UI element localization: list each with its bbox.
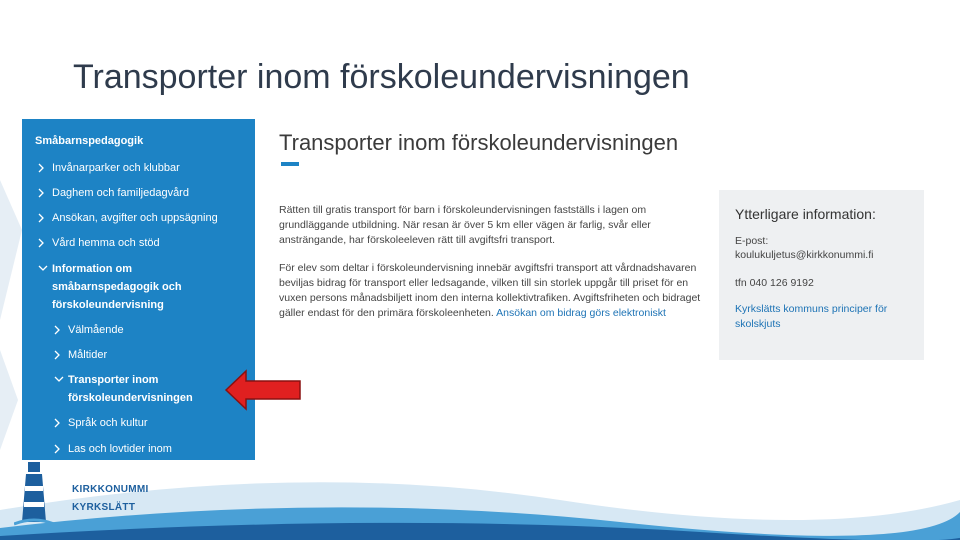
email-label: E-post:: [735, 235, 769, 247]
chevron-right-icon: [54, 321, 64, 335]
logo-line-1: KIRKKONUMMI: [72, 484, 149, 495]
slide-title: Transporter inom förskoleundervisningen: [73, 58, 690, 96]
chevron-right-icon: [38, 209, 48, 223]
sidebar-item-label: Måltider: [68, 349, 108, 361]
sidebar-item-ansokan[interactable]: [38, 209, 218, 227]
chevron-right-icon: [54, 346, 64, 360]
chevron-down-icon: [54, 371, 64, 383]
page-title: Transporter inom förskoleundervisningen: [279, 130, 679, 155]
sidebar-nav: [22, 119, 255, 460]
sidebar-item-valmaende[interactable]: [54, 321, 124, 339]
phone-number: tfn 040 126 9192: [735, 277, 814, 289]
sidebar-item-information[interactable]: [38, 260, 228, 314]
pointer-arrow-icon: [224, 369, 302, 411]
sidebar-item-label: Information om småbarnspedagogik och förskoleundervisning: [52, 263, 182, 311]
chevron-right-icon: [38, 159, 48, 173]
sidebar-item-label: Vård hemma och stöd: [52, 237, 160, 249]
info-box-title: Ytterligare information:: [735, 206, 876, 222]
chevron-right-icon: [38, 234, 48, 248]
sidebar-item-label: Invånarparker och klubbar: [52, 162, 180, 174]
chevron-down-icon: [38, 260, 48, 272]
info-box: [719, 190, 924, 360]
chevron-right-icon: [54, 414, 64, 428]
paragraph-text: För elev som deltar i förskoleundervisning innebär avgiftsfri transport att vårdnadshavaren beviljas bidrag för transport eller ledsagande, vilken till sin storlek uppgår till priset för en vuxen persons månadsbiljett inom den interna kollektivtrafiken. Avgiftsfriheten och bidraget gäller endast för den primära förskoleenheten.: [279, 262, 701, 319]
sidebar-item-transporter[interactable]: [54, 371, 214, 407]
principles-link[interactable]: Kyrkslätts kommuns principer för skolskjuts: [735, 303, 888, 330]
sidebar-item-maltider[interactable]: [54, 346, 107, 364]
chevron-right-icon: [38, 184, 48, 198]
sidebar-item-label: Ansökan, avgifter och uppsägning: [52, 212, 218, 224]
sidebar-item-label: Språk och kultur: [68, 417, 148, 429]
logo-line-2: KYRKSLÄTT: [72, 502, 136, 513]
application-link[interactable]: Ansökan om bidrag görs elektroniskt: [496, 307, 666, 319]
sidebar-heading[interactable]: Småbarnspedagogik: [35, 135, 144, 147]
sidebar-item-daghem[interactable]: [38, 184, 189, 202]
paragraph-subsidy: [279, 261, 709, 321]
sidebar-item-vard-hemma[interactable]: [38, 234, 160, 252]
paragraph-rules: Rätten till gratis transport för barn i förskoleundervisningen fastställs i lagen om grundläggande utbildning. När resan är över 5 km eller vägen är farlig, svår eller ansträngande, har förskoleeleven rätt till avgiftsfri transport.: [279, 204, 651, 246]
sidebar-item-label: Daghem och familjedagvård: [52, 187, 189, 199]
sidebar-item-invanarparker[interactable]: [38, 159, 180, 177]
sidebar-item-label: Välmående: [68, 324, 124, 336]
sidebar-item-sprak[interactable]: [54, 414, 147, 432]
kirkkonummi-logo: [14, 458, 149, 530]
lighthouse-icon: [14, 458, 54, 528]
email-address[interactable]: koulukuljetus@kirkkonummi.fi: [735, 249, 874, 261]
title-underline: [281, 162, 299, 166]
sidebar-item-label: Transporter inom förskoleundervisningen: [68, 374, 193, 404]
decorative-stripe: [0, 120, 22, 450]
sidebar-item-label: Las och lovtider inom: [68, 443, 172, 455]
